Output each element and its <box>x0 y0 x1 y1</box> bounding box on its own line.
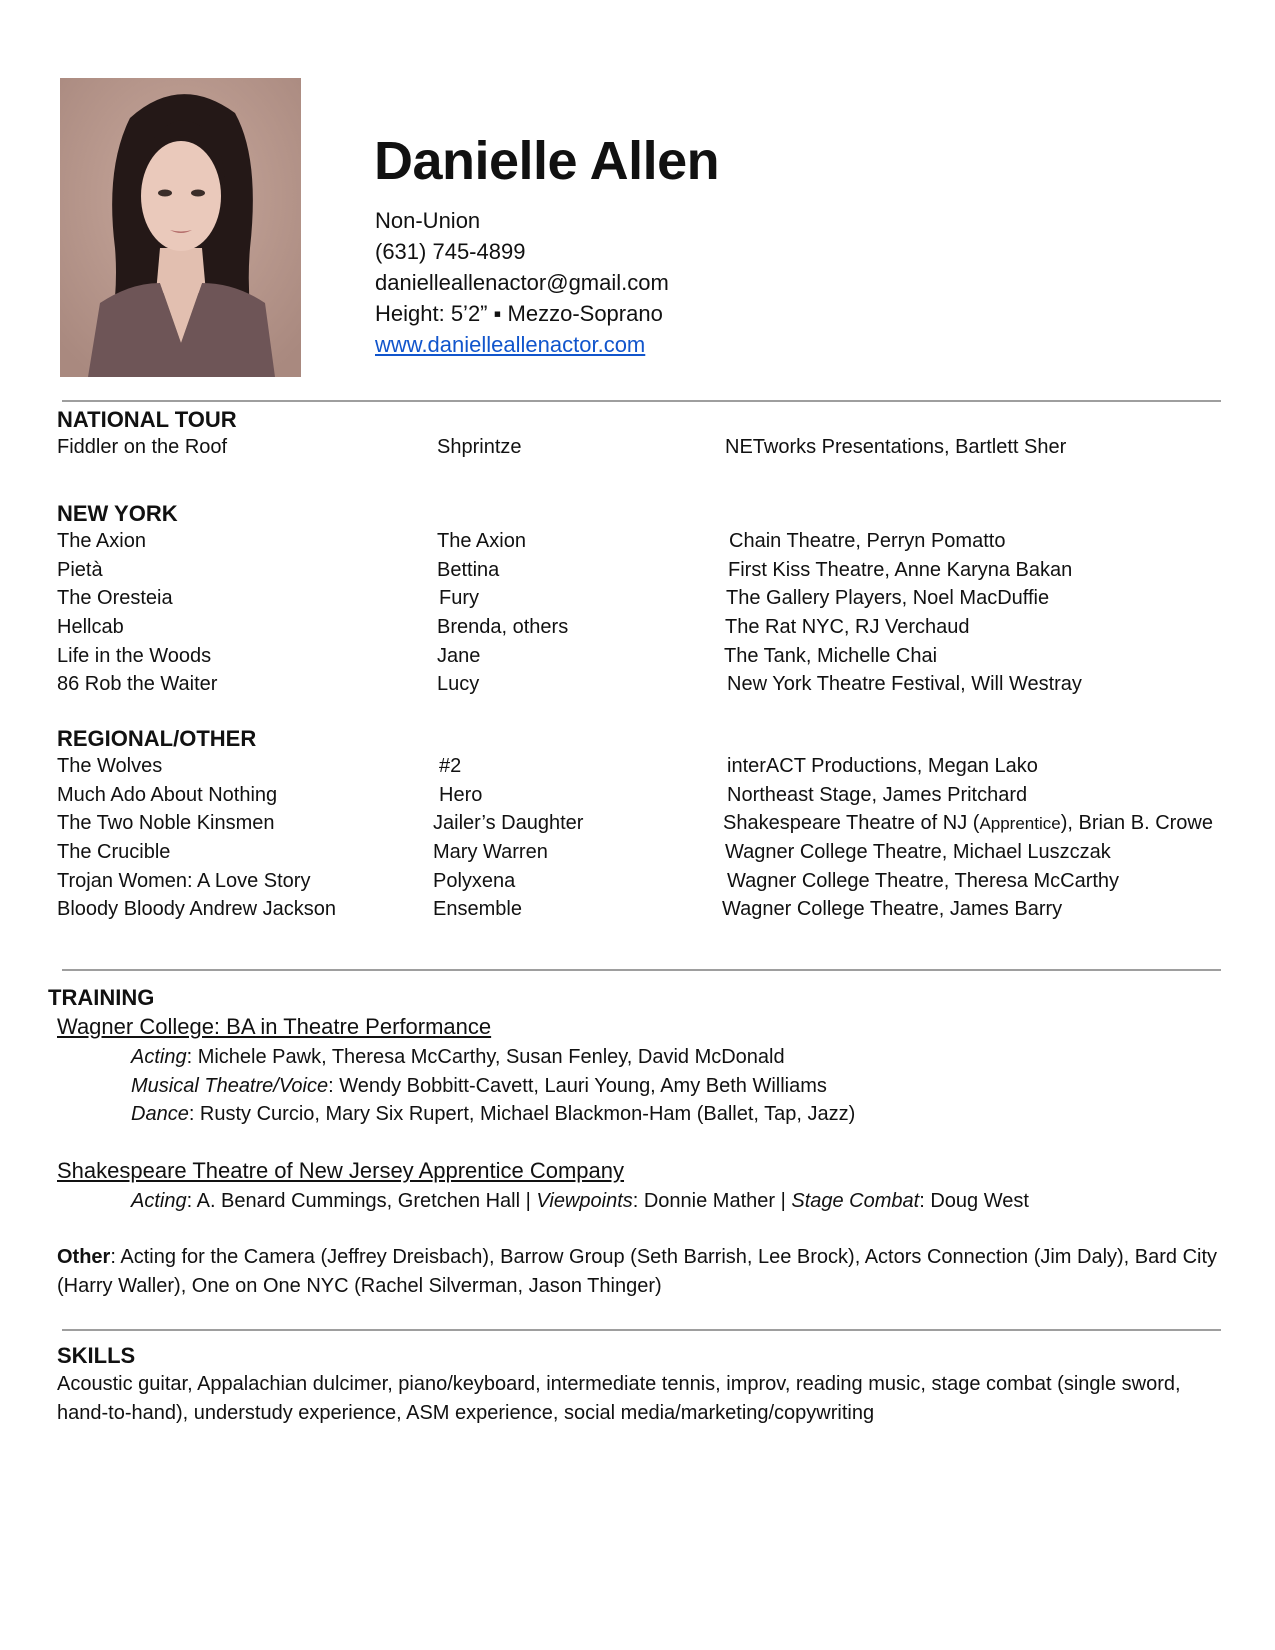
credit-show: Bloody Bloody Andrew Jackson <box>57 898 337 921</box>
credit-show: Hellcab <box>57 616 124 639</box>
credit-role: Shprintze <box>437 436 522 458</box>
credit-role: Polyxena <box>433 869 516 892</box>
union-status: Non-Union <box>375 208 481 233</box>
credit-role: Ensemble <box>433 898 522 921</box>
section-title-regional: REGIONAL/OTHER <box>57 726 257 751</box>
credit-company: The Rat NYC, RJ Verchaud <box>725 616 970 639</box>
training-teachers: : Wendy Bobbitt-Cavett, Lauri Young, Amy Beth Williams <box>328 1075 827 1097</box>
credit-company: Wagner College Theatre, Theresa McCarthy <box>727 869 1120 892</box>
training-teachers: : A. Benard Cummings, Gretchen Hall | <box>186 1190 537 1212</box>
training-school-wagner: Wagner College: BA in Theatre Performance <box>57 1014 492 1039</box>
credit-show: The Two Noble Kinsmen <box>57 812 275 835</box>
credit-company: Chain Theatre, Perryn Pomatto <box>729 530 1006 552</box>
credit-role: Bettina <box>437 558 500 581</box>
training-teachers: : Michele Pawk, Theresa McCarthy, Susan Fenley, David McDonald <box>186 1046 785 1068</box>
credit-company: New York Theatre Festival, Will Westray <box>727 673 1082 696</box>
credit-company-apprentice: Apprentice <box>979 814 1061 834</box>
section-title-new-york: NEW YORK <box>57 501 178 526</box>
credit-role: Fury <box>439 587 479 610</box>
training-label: Viewpoints <box>536 1190 633 1212</box>
credit-company: interACT Productions, Megan Lako <box>727 755 1038 777</box>
skills-text: Acoustic guitar, Appalachian dulcimer, piano/keyboard, intermediate tennis, improv, reading music, stage combat (single sword, hand-to-hand), understudy experience, ASM experience, social media/marketing/copywriting <box>57 1373 1181 1424</box>
credit-company: The Tank, Michelle Chai <box>724 644 938 667</box>
actor-name: Danielle Allen <box>374 131 720 191</box>
credit-role: #2 <box>439 755 462 777</box>
credit-show: Much Ado About Nothing <box>57 783 278 806</box>
credit-role: Jane <box>437 644 481 667</box>
training-label: Stage Combat <box>791 1190 920 1212</box>
credit-company-main: Shakespeare Theatre of NJ ( <box>723 812 980 835</box>
credit-role: Mary Warren <box>433 841 548 864</box>
training-line-stnj <box>131 1187 1029 1216</box>
email-address: danielleallenactor@gmail.com <box>375 270 669 295</box>
training-other <box>57 1243 1227 1301</box>
training-teachers: : Doug West <box>919 1190 1029 1212</box>
training-school-stnj: Shakespeare Theatre of New Jersey Apprentice Company <box>57 1158 625 1183</box>
credit-show: Life in the Woods <box>57 644 212 667</box>
website-link[interactable]: www.danielleallenactor.com <box>375 332 646 357</box>
training-line-acting <box>131 1043 785 1072</box>
credit-company: Northeast Stage, James Pritchard <box>727 783 1028 806</box>
training-label: Musical Theatre/Voice <box>131 1075 329 1097</box>
credit-role: Lucy <box>437 673 480 696</box>
credit-show: Trojan Women: A Love Story <box>57 869 311 892</box>
credit-show: 86 Rob the Waiter <box>57 673 218 696</box>
credit-show: Pietà <box>57 558 103 581</box>
credit-role: The Axion <box>437 530 526 552</box>
credit-company: NETworks Presentations, Bartlett Sher <box>725 436 1067 458</box>
training-line-dance <box>131 1100 855 1129</box>
divider-rule <box>62 969 1221 971</box>
credit-show: The Wolves <box>57 755 163 777</box>
credit-company: Wagner College Theatre, James Barry <box>722 898 1063 921</box>
credit-company: Wagner College Theatre, Michael Luszczak <box>725 841 1111 864</box>
training-label: Dance <box>131 1103 189 1125</box>
credit-show: The Axion <box>57 530 146 552</box>
credit-show: The Crucible <box>57 841 171 864</box>
credit-company: The Gallery Players, Noel MacDuffie <box>726 587 1050 610</box>
divider-rule <box>62 400 1221 402</box>
credit-show: The Oresteia <box>57 587 173 610</box>
headshot-photo <box>60 78 301 377</box>
section-title-skills: SKILLS <box>57 1343 136 1368</box>
phone-number: (631) 745-4899 <box>375 239 526 264</box>
height-voice: Height: 5’2” ▪ Mezzo-Soprano <box>375 301 663 326</box>
credit-company-tail: ), Brian B. Crowe <box>1060 812 1213 835</box>
training-teachers: : Donnie Mather | <box>632 1190 792 1212</box>
credit-company <box>723 809 1213 839</box>
credit-company: First Kiss Theatre, Anne Karyna Bakan <box>728 558 1073 581</box>
credit-role: Hero <box>439 783 483 806</box>
section-title-training: TRAINING <box>48 985 155 1010</box>
training-line-musical-theatre <box>131 1072 827 1101</box>
section-title-national-tour: NATIONAL TOUR <box>57 407 237 432</box>
training-teachers: : Rusty Curcio, Mary Six Rupert, Michael Blackmon-Ham (Ballet, Tap, Jazz) <box>188 1103 856 1125</box>
training-other-text: : Acting for the Camera (Jeffrey Dreisbach), Barrow Group (Seth Barrish, Lee Brock), Actors Connection (Jim Daly), Bard City (Harry Waller), One on One NYC (Rachel Silverman, Jason Thinger) <box>57 1246 1218 1297</box>
training-other-label: Other <box>57 1246 111 1268</box>
credit-role: Brenda, others <box>437 616 569 639</box>
contact-block <box>375 205 669 360</box>
divider-rule <box>62 1329 1221 1331</box>
training-label: Acting <box>131 1190 187 1212</box>
credit-role: Jailer’s Daughter <box>433 812 584 835</box>
credit-show: Fiddler on the Roof <box>57 436 228 458</box>
training-label: Acting <box>131 1046 187 1068</box>
